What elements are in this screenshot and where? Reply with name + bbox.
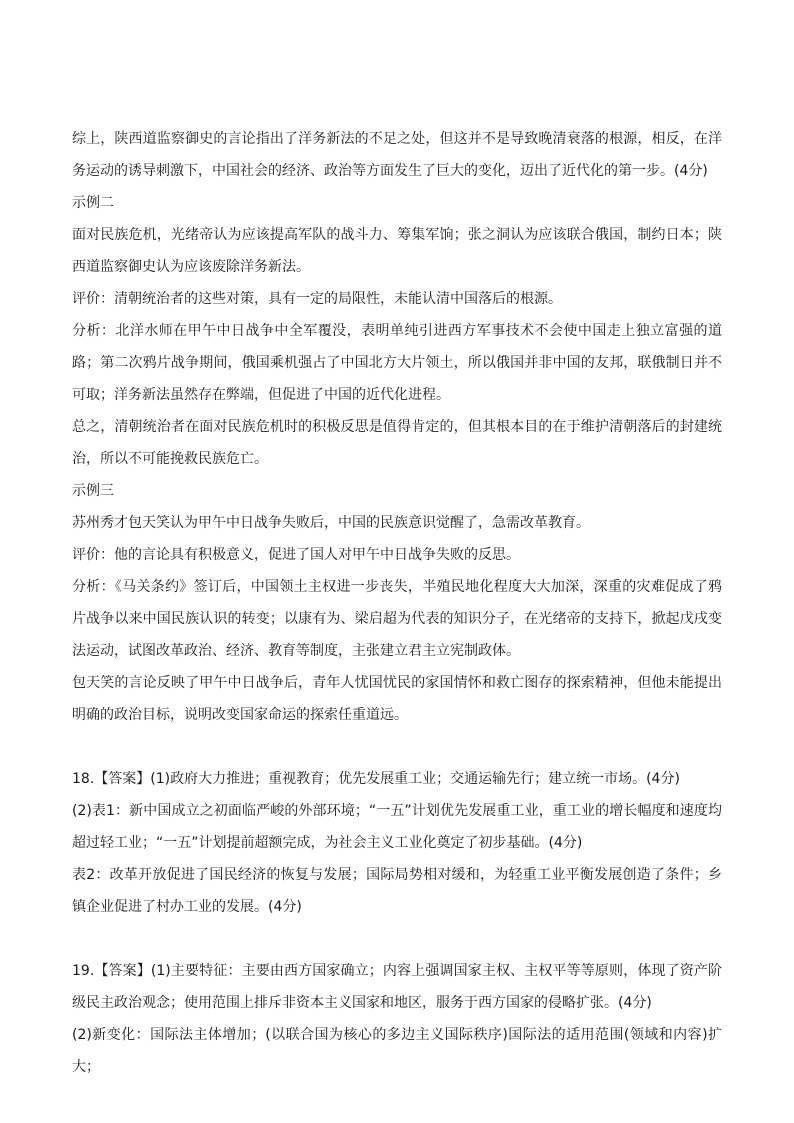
q19-answer-part1: 19.【答案】(1)主要特征：主要由西方国家确立；内容上强调国家主权、主权平等等原则，体现了资产阶级民主政治观念；使用范围上排斥非资本主义国家和地区，服务于西方国家的侵略扩张。(4分) <box>72 963 722 1011</box>
example3-summary: 包天笑的言论反映了甲午中日战争后，青年人忧国忧民的家国情怀和救亡图存的探索精神，但他未能提出明确的政治目标，说明改变国家命运的探索任重道远。 <box>72 675 722 723</box>
example3-evaluation: 评价：他的言论具有积极意义，促进了国人对甲午中日战争失败的反思。 <box>72 547 520 563</box>
example1-summary: 综上，陕西道监察御史的言论指出了洋务新法的不足之处，但这并不是导致晚清衰落的根源，相反，在洋务运动的诱导刺激下，中国社会的经济、政治等方面发生了巨大的变化，迈出了近代化的第一步。(4分) <box>72 131 722 179</box>
q19-answer-part2: (2)新变化：国际法主体增加；(以联合国为核心的多边主义国际秩序)国际法的适用范围(领域和内容)扩大； <box>72 1027 722 1075</box>
example2-summary: 总之，清朝统治者在面对民族危机时的积极反思是值得肯定的，但其根本目的在于维护清朝落后的封建统治，所以不可能挽救民族危亡。 <box>72 419 722 467</box>
example3-intro: 苏州秀才包天笑认为甲午中日战争失败后，中国的民族意识觉醒了，急需改革教育。 <box>72 515 590 531</box>
q18-answer-part1: 18.【答案】(1)政府大力推进；重视教育；优先发展重工业；交通运输先行；建立统一市场。(4分) <box>72 771 680 787</box>
example2-evaluation: 评价：清朝统治者的这些对策，具有一定的局限性，未能认清中国落后的根源。 <box>72 291 562 307</box>
q18-answer-table2: 表2：改革开放促进了国民经济的恢复与发展；国际局势相对缓和，为轻重工业平衡发展创造了条件；乡镇企业促进了村办工业的发展。(4分) <box>72 867 722 915</box>
answer-document <box>72 123 722 1083</box>
example2-heading: 示例二 <box>72 195 114 211</box>
example3-analysis: 分析：《马关条约》签订后，中国领土主权进一步丧失，半殖民地化程度大大加深，深重的灾难促成了鸦片战争以来中国民族认识的转变；以康有为、梁启超为代表的知识分子，在光绪帝的支持下，掀起戊戌变法运动，试图改革政治、经济、教育等制度，主张建立君主立宪制政体。 <box>72 579 722 659</box>
section-spacer <box>72 731 722 763</box>
section-spacer <box>72 923 722 955</box>
example2-intro: 面对民族危机，光绪帝认为应该提高军队的战斗力、筹集军饷；张之洞认为应该联合俄国，制约日本；陕西道监察御史认为应该废除洋务新法。 <box>72 227 722 275</box>
example3-heading: 示例三 <box>72 483 114 499</box>
q18-answer-table1: (2)表1：新中国成立之初面临严峻的外部环境；“一五”计划优先发展重工业，重工业的增长幅度和速度均超过轻工业；“一五”计划提前超额完成，为社会主义工业化奠定了初步基础。(4分) <box>72 803 722 851</box>
example2-analysis: 分析：北洋水师在甲午中日战争中全军覆没，表明单纯引进西方军事技术不会使中国走上独立富强的道路；第二次鸦片战争期间，俄国乘机强占了中国北方大片领土，所以俄国并非中国的友邦，联俄制日并不可取；洋务新法虽然存在弊端，但促进了中国的近代化进程。 <box>72 323 722 403</box>
